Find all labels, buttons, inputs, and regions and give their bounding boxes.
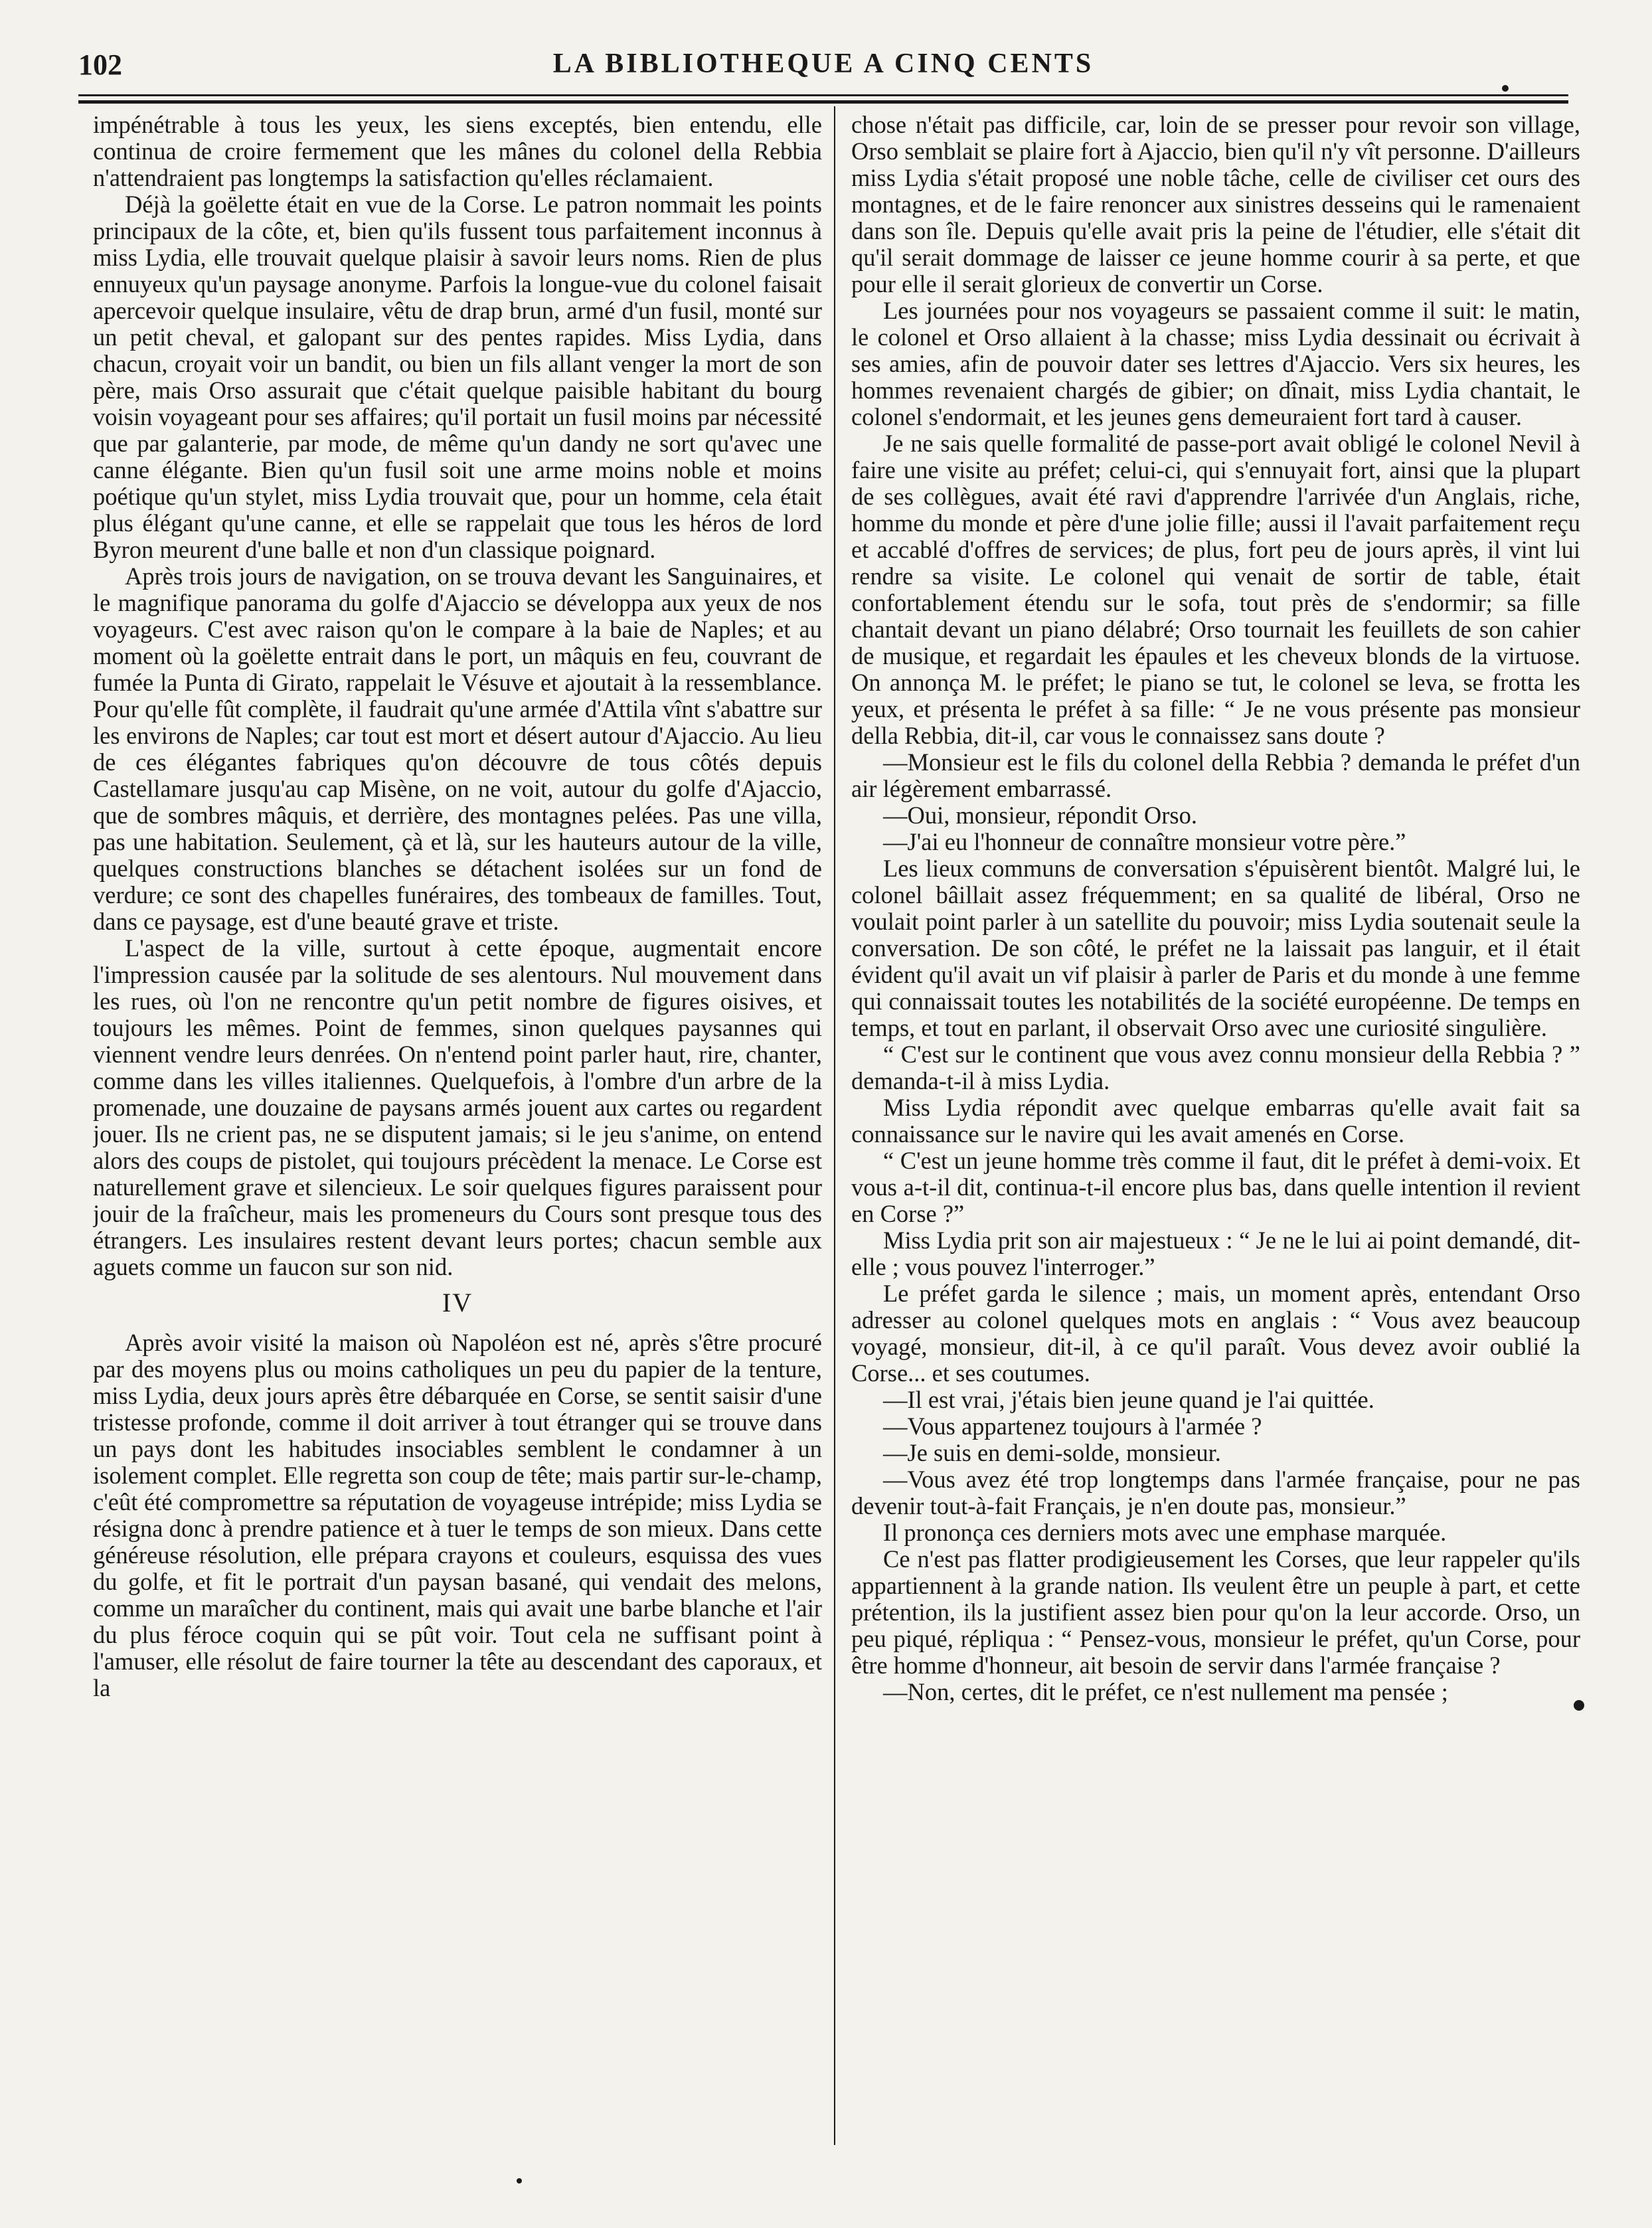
header-rule-thin <box>78 94 1568 96</box>
paragraph: “ C'est sur le continent que vous avez connu monsieur della Rebbia ? ” demanda-t-il à miss Lydia. <box>851 1041 1580 1094</box>
paragraph: —Il est vrai, j'étais bien jeune quand je l'ai quittée. <box>883 1386 1374 1413</box>
chapter-heading: IV <box>442 1288 473 1318</box>
paragraph: impénétrable à tous les yeux, les siens exceptés, bien entendu, elle continua de croire fermement que les mânes du colonel della Rebbia n'attendraient pas longtemps la satisfaction qu'elles réclamaient. <box>93 112 822 191</box>
paragraph: Miss Lydia répondit avec quelque embarras qu'elle avait fait sa connaissance sur le navire qui les avait amenés en Corse. <box>851 1094 1580 1148</box>
paragraph: Les lieux communs de conversation s'épuisèrent bientôt. Malgré lui, le colonel bâillait assez fréquemment; en sa qualité de libéral, Orso ne voulait point parler à un satellite du pouvoir; miss Lydia soutenait seule la conversation. De son côté, le préfet ne la laissait pas languir, et il était évident qu'il avait un vif plaisir à parler de Paris et du monde à une femme qui connaissait toutes les notabilités de la société européenne. De temps en temps, et tout en parlant, il observait Orso avec une curiosité singulière. <box>851 855 1580 1041</box>
paragraph: —J'ai eu l'honneur de connaître monsieur votre père.” <box>883 828 1406 855</box>
paragraph: —Vous avez été trop longtemps dans l'armée française, pour ne pas devenir tout-à-fait Français, je n'en doute pas, monsieur.” <box>851 1466 1580 1519</box>
paragraph: chose n'était pas difficile, car, loin de se presser pour revoir son village, Orso semblait se plaire fort à Ajaccio, bien qu'il n'y vît personne. D'ailleurs miss Lydia s'était proposé une noble tâche, celle de civiliser cet ours des montagnes, et de le faire renoncer aux sinistres desseins qui le ramenaient dans son île. Depuis qu'elle avait pris la peine de l'étudier, elle s'était dit qu'il serait dommage de laisser ce jeune homme courir à sa perte, et que pour elle il serait glorieux de convertir un Corse. <box>851 112 1580 298</box>
paragraph: L'aspect de la ville, surtout à cette époque, augmentait encore l'impression causée par la solitude de ses alentours. Nul mouvement dans les rues, où l'on ne rencontre qu'un petit nombre de figures oisives, et toujours les mêmes. Point de femmes, sinon quelques paysannes qui viennent vendre leurs denrées. On n'entend point parler haut, rire, chanter, comme dans les villes italiennes. Quelquefois, à l'ombre d'un arbre de la promenade, une douzaine de paysans armés jouent aux cartes ou regardent jouer. Ils ne crient pas, ne se disputent jamais; si le jeu s'anime, on entend alors des coups de pistolet, qui toujours précèdent la menace. Le Corse est naturellement grave et silencieux. Le soir quelques figures paraissent pour jouir de la fraîcheur, mais les promeneurs du Cours sont presque tous des étrangers. Les insulaires restent devant leurs portes; chacun semble aux aguets comme un faucon sur son nid. <box>93 934 822 1280</box>
paragraph: Après avoir visité la maison où Napoléon est né, après s'être procuré par des moyens plus ou moins catholiques un peu du papier de la tenture, miss Lydia, deux jours après être débarquée en Corse, se sentit saisir d'une tristesse profonde, comme il doit arriver à tout étranger qui se trouve dans un pays dont les habitudes insociables semblent le condamner à un isolement complet. Elle regretta son coup de tête; mais partir sur-le-champ, c'eût été compromettre sa réputation de voyageuse intrépide; miss Lydia se résigna donc à prendre patience et à tuer le temps de son mieux. Dans cette généreuse résolution, elle prépara crayons et couleurs, esquissa des vues du golfe, et fit le portrait d'un paysan basané, qui vendait des melons, comme un maraîcher du continent, mais qui avait une barbe blanche et l'air du plus féroce coquin qui se pût voir. Tout cela ne suffisant point à l'amuser, elle résolut de faire tourner la tête au descendant des caporaux, et la <box>93 1329 822 1701</box>
paragraph: Miss Lydia prit son air majestueux : “ Je ne le lui ai point demandé, dit-elle ; vous pouvez l'interroger.” <box>851 1227 1580 1280</box>
paragraph: Je ne sais quelle formalité de passe-port avait obligé le colonel Nevil à faire une visite au préfet; celui-ci, qui s'ennuyait fort, ainsi que la plupart de ses collègues, avait été ravi d'apprendre l'arrivée d'un Anglais, riche, homme du monde et père d'une jolie fille; aussi il l'avait parfaitement reçu et accablé d'offres de services; de plus, fort peu de jours après, il vint lui rendre sa visite. Le colonel qui venait de sortir de table, était confortablement étendu sur le sofa, tout près de s'endormir; sa fille chantait devant un piano délabré; Orso tournait les feuillets de son cahier de musique, et regardait les épaules et les cheveux blonds de la virtuose. On annonça M. le préfet; le piano se tut, le colonel se leva, se frotta les yeux, et présenta le préfet à sa fille: “ Je ne vous présente pas monsieur della Rebbia, dit-il, car vous le connaissez sans doute ? <box>851 430 1580 749</box>
paragraph: “ C'est un jeune homme très comme il faut, dit le préfet à demi-voix. Et vous a-t-il dit, continua-t-il encore plus bas, dans quelle intention il revient en Corse ?” <box>851 1147 1580 1227</box>
paragraph: Le préfet garda le silence ; mais, un moment après, entendant Orso adresser au colonel quelques mots en anglais : “ Vous avez beaucoup voyagé, monsieur, dit-il, à ce qu'il paraît. Vous devez avoir oublié la Corse... et ses coutumes. <box>851 1280 1580 1387</box>
paragraph: —Monsieur est le fils du colonel della Rebbia ? demanda le préfet d'un air légèrement embarrassé. <box>851 748 1580 802</box>
paragraph: —Oui, monsieur, répondit Orso. <box>883 802 1197 829</box>
paragraph: —Non, certes, dit le préfet, ce n'est nullement ma pensée ; <box>883 1678 1448 1705</box>
paragraph: —Vous appartenez toujours à l'armée ? <box>883 1413 1262 1440</box>
ink-speck <box>1502 85 1509 92</box>
header-rule-thick <box>78 100 1568 104</box>
right-column <box>851 112 1580 2164</box>
paragraph: Après trois jours de navigation, on se trouva devant les Sanguinaires, et le magnifique panorama du golfe d'Ajaccio se développa aux yeux de nos voyageurs. C'est avec raison qu'on le compare à la baie de Naples; et au moment où la goëlette entrait dans le port, un mâquis en feu, couvrant de fumée la Punta di Girato, rappelait le Vésuve et ajoutait à la ressemblance. Pour qu'elle fût complète, il faudrait qu'une armée d'Attila vînt s'abattre sur les environs de Naples; car tout est mort et désert autour d'Ajaccio. Au lieu de ces élégantes fabriques qu'on découvre de tous côtés depuis Castellamare jusqu'au cap Misène, on ne voit, autour du golfe d'Ajaccio, que de sombres mâquis, et derrière, des montagnes pelées. Pas une villa, pas une habitation. Seulement, çà et là, sur les hauteurs autour de la ville, quelques constructions blanches se détachent isolées sur un fond de verdure; ce sont des chapelles funéraires, des tombeaux de familles. Tout, dans ce paysage, est d'une beauté grave et triste. <box>93 562 822 935</box>
ink-speck <box>517 2178 522 2184</box>
paragraph: Déjà la goëlette était en vue de la Corse. Le patron nommait les points principaux de la côte, et, bien qu'ils fussent tous parfaitement inconnus à miss Lydia, elle trouvait quelque plaisir à savoir leurs noms. Rien de plus ennuyeux qu'un paysage anonyme. Parfois la longue-vue du colonel faisait apercevoir quelque insulaire, vêtu de drap brun, armé d'un fusil, monté sur un petit cheval, et galopant sur des pentes rapides. Miss Lydia, dans chacun, croyait voir un bandit, ou bien un fils allant venger la mort de son père, mais Orso assurait que c'était quelque paisible habitant du bourg voisin voyageant pour ses affaires; qu'il portait un fusil moins par nécessité que par galanterie, par mode, de même qu'un dandy ne sort qu'avec une canne élégante. Bien qu'un fusil soit une arme moins noble et moins poétique qu'un stylet, miss Lydia trouvait que, pour un homme, cela était plus élégant qu'une canne, et elle se rappelait que tous les héros de lord Byron meurent d'une balle et non d'un classique poignard. <box>93 191 822 563</box>
column-divider <box>834 106 835 2145</box>
ink-speck <box>1574 1700 1584 1711</box>
paragraph: —Je suis en demi-solde, monsieur. <box>883 1439 1221 1466</box>
left-column <box>93 112 822 2164</box>
paragraph: Les journées pour nos voyageurs se passaient comme il suit: le matin, le colonel et Orso allaient à la chasse; miss Lydia dessinait ou écrivait à ses amies, afin de pouvoir dater ses lettres d'Ajaccio. Vers six heures, les hommes revenaient chargés de gibier; on dînait, miss Lydia chantait, le colonel s'endormait, et les jeunes gens demeuraient fort tard à causer. <box>851 297 1580 430</box>
page-number: 102 <box>78 48 122 81</box>
running-title: LA BIBLIOTHEQUE A CINQ CENTS <box>552 48 1094 79</box>
paragraph: Il prononça ces derniers mots avec une emphase marquée. <box>883 1519 1447 1546</box>
page-header <box>78 48 1568 94</box>
paragraph: Ce n'est pas flatter prodigieusement les Corses, que leur rappeler qu'ils appartiennent à la grande nation. Ils veulent être un peuple à part, et cette prétention, ils la justifient assez bien pour qu'on la leur accorde. Orso, un peu piqué, répliqua : “ Pensez-vous, monsieur le préfet, qu'un Corse, pour être homme d'honneur, ait besoin de servir dans l'armée française ? <box>851 1545 1580 1679</box>
